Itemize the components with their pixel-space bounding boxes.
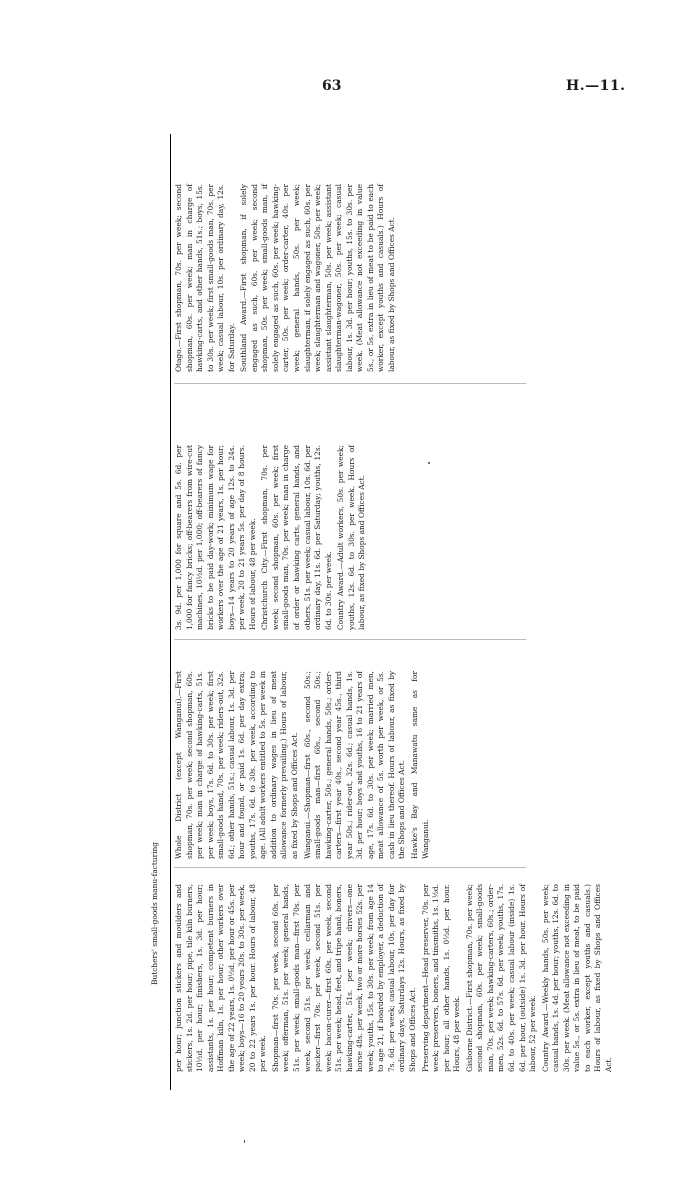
rotated-table: [174, 144, 613, 1102]
paragraph: Otago.—First shopman, 70s. per week; second shopman, 60s. per week; man in charge of hawking-carts, and other hands, 51s.; boys, 15s. to 30s. per week; first small-goods man, 70s. per week; casual labour, 10s. per ordinary day, 12s. for Saturday.: [174, 184, 236, 372]
paragraph: Christchurch City.—First shopman, 70s. per week; second shopman, 60s. per week; first small-goods man, 70s. per week; man in charge of order or hawking carts, general hands, and others, 51s. per week; casual labour, 10s. 6d. per ordinary day, 11s. 6d. per Saturday; youths, 12s. 6d. to 30s. per week.: [260, 445, 333, 630]
paragraph: Wanganui.—Shopman—first 60s., second 50s.; small-goods man—first 60s., second 50s.; hawking-carter, 50s.; general hands, 50s.; order-carters—first year 40s., second year 45s., third year 50s.; rider-out, 32s. 6d.; casual hands, 1s. 3d. per hour; boys and youths, 16 to 21 years of age, 17s. 6d. to 30s. per week; married men, meat allowance of 5s. worth per week, or 5s. cash in lieu thereof. Hours of labour, as fixed by the Shops and Offices Act.: [302, 671, 407, 859]
paragraph: Hawke's Bay and Manawatu same as for Wanganui.: [410, 671, 430, 859]
paragraph: Country Award.—Adult workers, 50s. per week; youths, 12s. 6d. to 30s. per week. Hours of labour, as fixed by Shops and Offices Act.: [336, 445, 367, 630]
page-number: 63: [322, 78, 342, 94]
paragraph: per hour; junction stickers and moulders and stickers, 1s. 2d. per hour; pipe, tile kiln burners, 10½d. per hour; finishers, 1s. 3d. per hour; assistants, 1s. per hour; competent burners in Hoffman kiln, 1s. per hour; other workers over the age of 22 years, 1s. 0½d. per hour or 45s. per week; boys—16 to 20 years 20s. to 30s. per week, 20 to 22 years 1s. per hour. Hours of labour, 48 per week.: [174, 884, 268, 1072]
text-column-1: [174, 884, 613, 1072]
column-rule: [174, 639, 526, 640]
page-reference: H.—11.: [566, 78, 626, 94]
paragraph: Preserving department—Head preserver, 70s. per week; preservers, boners, and tinsmiths, 1s. 1½d. per hour; all other hands, 1s. 0½d. per hour. Hours, 48 per week.: [420, 884, 462, 1072]
paragraph: Gisborne District.—First shopman, 70s. per week; second shopman, 60s. per week; small-goods man, 70s. per week; hawking-carters, 60s.; order-men, 52s. 6d. to 57s. 6d. per week; youths, 17s. 6d. to 40s. per week; casual labour (inside) 1s. 6d. per hour, (outside) 1s. 3d. per hour. Hours of labour, 52 per week.: [464, 884, 538, 1072]
paragraph: Shopman—first 70s. per week, second 60s. per week; offerman, 51s. per week; general hands, 51s. per week; small-goods man—first 70s. per week, second 51s. per week; cellarman and packer—first 70s. per week, second 51s. per week; bacon-curer—first 60s. per week, second 51s. per week; head, feet, and tripe hand, boners, hawking-carter, 51s. per week; drivers—one horse 48s. per week, two or more horses 52s. per week; youths, 15s. to 30s. per week; from age 14 to age 21, if boarded by employer, a deduction of 7s. 6d. per week; casual labour, 10s. per day for ordinary days, Saturdays 12s. Hours, as fixed by Shops and Offices Act.: [270, 884, 418, 1072]
text-column-3: [174, 445, 526, 630]
paragraph: Whole District (except Wanganui).—First shopman, 70s. per week; second shopman, 60s. per week; man in charge of hawking-carts, 51s. per week; boys, 17s. 6d. to 30s. per week; first small-goods hand, 70s. per week; riders-out, 32s. 6d.; other hands, 51s.; casual labour, 1s. 3d. per hour and found, or paid 1s. 6d. per day extra; youths, 17s. 6d. to 30s. per week, according to age. (All adult workers entitled to 5s. per week in addition to ordinary wages in lieu of meat allowance formerly prevailing.) Hours of labour, as fixed by Shops and Offices Act.: [174, 671, 300, 859]
column-rule: [174, 383, 526, 384]
text-column-2: [174, 671, 526, 859]
paragraph: Southland Award.—First shopman, if solely engaged as such, 60s. per week; second shopman, 50s. per week; small-goods man, if solely engaged as such, 60s. per week; hawking-carter, 50s. per week; order-carter, 40s. per week; general hands, 50s. per week; slaughterman, if solely engaged as such, 60s. per week; slaughterman and wagoner, 50s. per week; assistant slaughterman, 50s. per week; assistant slaughterman-wagoner, 50s. per week; casual labour, 1s. 3d. per hour; youths, 15s. to 30s. per week. (Meat allowance not exceeding in value 5s., or 5s. extra in lieu of meat to be paid to each worker, except youths and casuals.) Hours of labour, as fixed by Shops and Offices Act.: [239, 184, 396, 372]
paragraph: 3s. 9d. per 1,000 for square and 5s. 6d. per 1,000 for fancy bricks; off-bearers from wire-cut machines, 10½d. per 1,000; off-bearers of fancy bricks to be paid day-work; minimum wage for workers over the age of 21 years, 1s. per hour; boys—14 years to 20 years of age 12s. to 24s. per week, 20 to 21 years 5s. per day of 8 hours. Hours of labour, 48 per week.: [174, 445, 257, 630]
column-rule: [174, 867, 526, 868]
print-speck: [428, 462, 430, 464]
trade-heading: Butchers' small-goods manu-facturing: [150, 842, 159, 985]
paragraph: Country Award.—Weekly hands, 50s. per week; casual hands, 1s. 4d. per hour; youths, 12s. 6d. to 30s. per week. (Meat allowance not exceeding in value 5s., or 5s. extra in lieu of meat, to be paid to each worker, except youths and casuals.) Hours of labour, as fixed by Shops and Offices Act.: [540, 884, 613, 1072]
text-column-4: [174, 184, 526, 372]
table-rule: [170, 134, 171, 1090]
print-speck: [244, 1140, 245, 1143]
